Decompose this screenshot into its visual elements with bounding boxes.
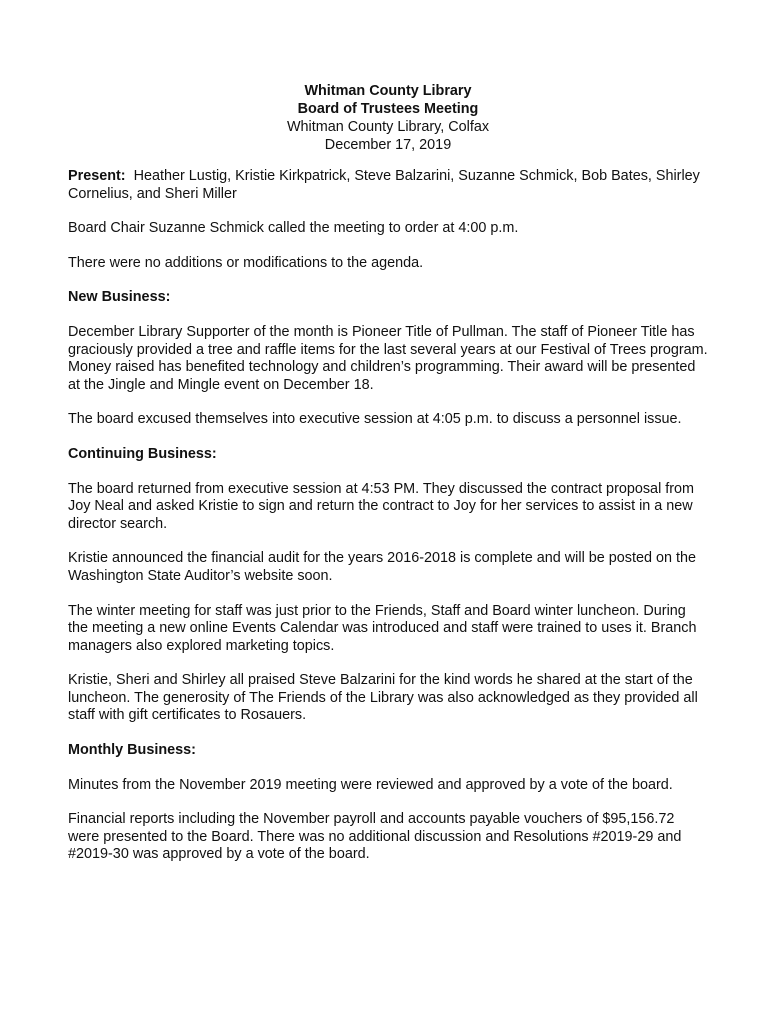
continuing-business-paragraph: The board returned from executive session at 4:53 PM. They discussed the contract proposal from Joy Neal and asked Kristie to sign and return the contract to Joy for her services to assist in a new director search. <box>68 480 695 532</box>
organization-title: Whitman County Library <box>304 83 472 99</box>
continuing-business-paragraph: The winter meeting for staff was just prior to the Friends, Staff and Board winter luncheon. During the meeting a new online Events Calendar was introduced and staff were trained to uses it. Branch managers also explored marketing topics. <box>68 602 697 654</box>
meeting-title: Board of Trustees Meeting <box>297 101 479 117</box>
continuing-business-paragraph: Kristie, Sheri and Shirley all praised Steve Balzarini for the kind words he shared at the start of the luncheon. The generosity of The Friends of the Library was also acknowledged as they provided all staff with gift certificates to Rosauers. <box>68 672 698 724</box>
attendees-list: Heather Lustig, Kristie Kirkpatrick, Steve Balzarini, Suzanne Schmick, Bob Bates, Shirley Cornelius, and Sheri Miller <box>68 168 704 202</box>
monthly-business-paragraph: Minutes from the November 2019 meeting were reviewed and approved by a vote of the board. <box>68 776 673 793</box>
attendees-paragraph <box>68 168 708 203</box>
new-business-heading: New Business: <box>68 289 171 306</box>
continuing-business-paragraph: Kristie announced the financial audit for the years 2016-2018 is complete and will be posted on the Washington State Auditor’s website soon. <box>68 550 696 584</box>
meeting-location: Whitman County Library, Colfax <box>286 119 490 135</box>
document-page <box>68 82 708 881</box>
meeting-date: December 17, 2019 <box>324 137 452 153</box>
monthly-business-paragraph: Financial reports including the November payroll and accounts payable vouchers of $95,156.72 were presented to the Board. There was no additional discussion and Resolutions #2019-29 and #2019-30 was approved by a vote of the board. <box>68 811 682 863</box>
new-business-paragraph: The board excused themselves into executive session at 4:05 p.m. to discuss a personnel issue. <box>68 411 682 428</box>
document-header <box>68 82 708 154</box>
continuing-business-heading: Continuing Business: <box>68 445 217 462</box>
call-to-order-paragraph: Board Chair Suzanne Schmick called the meeting to order at 4:00 p.m. <box>68 220 519 237</box>
new-business-paragraph: December Library Supporter of the month is Pioneer Title of Pullman. The staff of Pioneer Title has graciously provided a tree and raffle items for the last several years at our Festival of Trees program. Money raised has benefited technology and children’s programming. Their award will be presented at the Jingle and Mingle event on December 18. <box>68 323 708 393</box>
agenda-paragraph: There were no additions or modifications to the agenda. <box>68 254 424 271</box>
monthly-business-heading: Monthly Business: <box>68 742 196 759</box>
present-label: Present: <box>68 168 126 184</box>
